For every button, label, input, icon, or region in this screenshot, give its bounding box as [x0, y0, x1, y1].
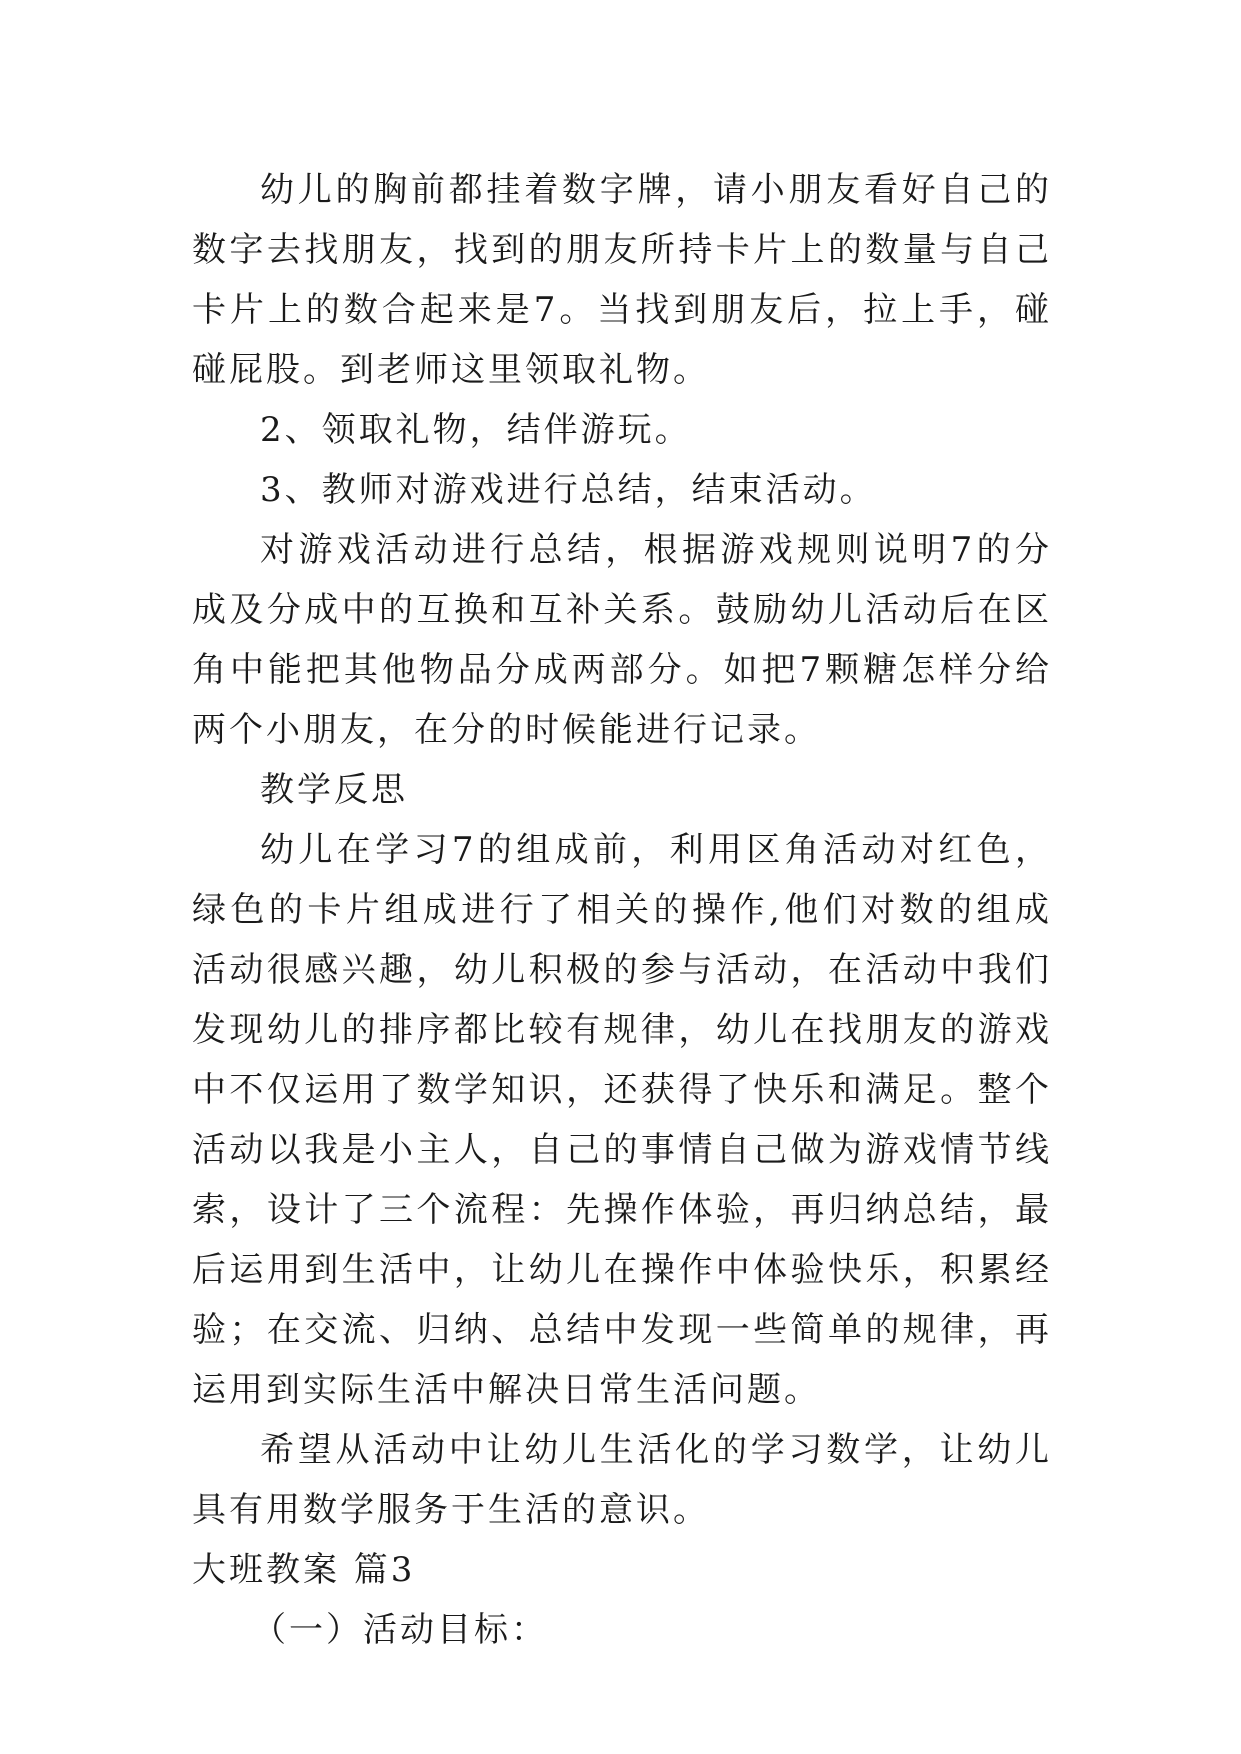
- section-title: 大班教案 篇3: [192, 1550, 416, 1590]
- subsection-title: （一）活动目标：: [252, 1610, 548, 1650]
- paragraph-summary: 对游戏活动进行总结，根据游戏规则说明7的分成及分成中的互换和互补关系。鼓励幼儿活动后在区角中能把其他物品分成两部分。如把7颗糖怎样分给两个小朋友，在分的时候能进行记录。: [192, 530, 1052, 750]
- paragraph-hope: 希望从活动中让幼儿生活化的学习数学，让幼儿具有用数学服务于生活的意识。: [192, 1430, 1052, 1530]
- paragraph-game-rules: 幼儿的胸前都挂着数字牌，请小朋友看好自己的数字去找朋友，找到的朋友所持卡片上的数量与自己卡片上的数合起来是7。当找到朋友后，拉上手，碰碰屁股。到老师这里领取礼物。: [192, 170, 1052, 390]
- paragraph-step-2: 2、领取礼物，结伴游玩。: [260, 410, 692, 450]
- document-body: [192, 160, 1052, 1660]
- paragraph-reflection: 幼儿在学习7的组成前，利用区角活动对红色，绿色的卡片组成进行了相关的操作,他们对数的组成活动很感兴趣，幼儿积极的参与活动，在活动中我们发现幼儿的排序都比较有规律，幼儿在找朋友的游戏中不仅运用了数学知识，还获得了快乐和满足。整个活动以我是小主人，自己的事情自己做为游戏情节线索，设计了三个流程：先操作体验，再归纳总结，最后运用到生活中，让幼儿在操作中体验快乐，积累经验；在交流、归纳、总结中发现一些简单的规律，再运用到实际生活中解决日常生活问题。: [192, 830, 1052, 1410]
- reflection-heading: 教学反思: [260, 770, 408, 810]
- paragraph-step-3: 3、教师对游戏进行总结，结束活动。: [260, 470, 877, 510]
